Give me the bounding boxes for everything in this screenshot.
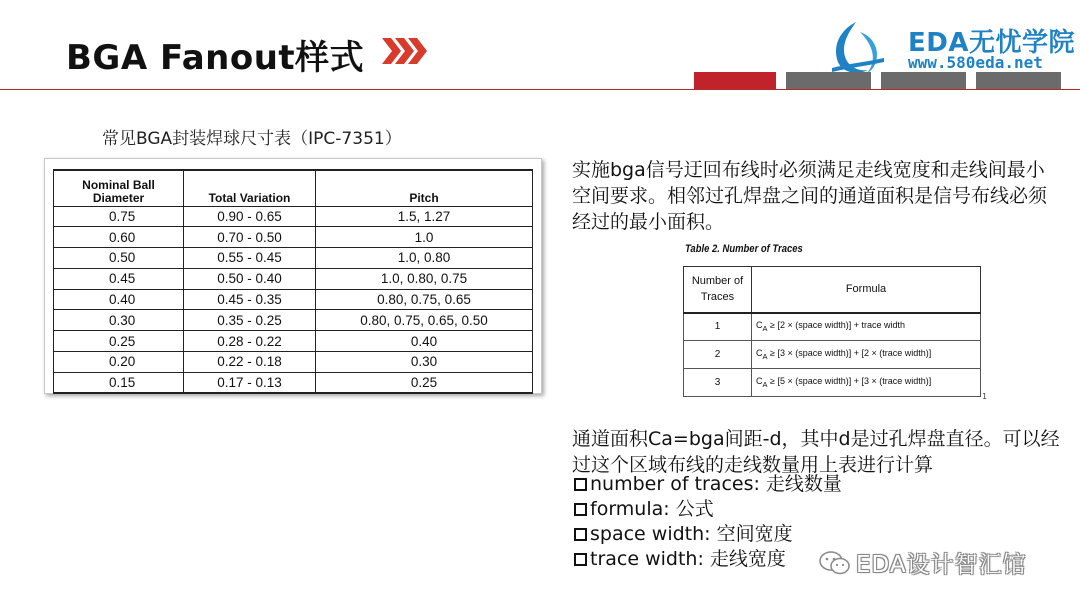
- list-item-text: space width: 空间宽度: [590, 523, 793, 545]
- list-item: [574, 472, 842, 497]
- glossary-list: [574, 472, 842, 572]
- column-header: Total Variation: [184, 170, 316, 206]
- logo-icon: [826, 18, 886, 78]
- list-item: [574, 547, 842, 572]
- formula-subscript: A: [762, 379, 768, 389]
- table-row: [54, 268, 533, 289]
- table-cell: 0.30: [54, 310, 184, 331]
- table-cell: 0.25: [54, 331, 184, 352]
- table-cell: 0.80, 0.75, 0.65: [316, 289, 533, 310]
- traces-table-figure: [680, 236, 988, 402]
- table-cell: 0.50: [54, 248, 184, 269]
- table-cell: 0.55 - 0.45: [184, 248, 316, 269]
- table-cell: 0.35 - 0.25: [184, 310, 316, 331]
- list-item: [574, 497, 842, 522]
- table-cell: 0.45 - 0.35: [184, 289, 316, 310]
- formula-expression: ≥ [3 × (space width)] + [2 × (trace width)]: [767, 348, 932, 359]
- formula-symbol: C: [756, 320, 763, 331]
- table-row: [54, 289, 533, 310]
- formula-cell: [752, 313, 981, 341]
- table-cell: 0.80, 0.75, 0.65, 0.50: [316, 310, 533, 331]
- table-cell: 1.0, 0.80: [316, 248, 533, 269]
- formula-symbol: C: [756, 348, 763, 359]
- table-cell: 0.90 - 0.65: [184, 206, 316, 227]
- table-row: [54, 248, 533, 269]
- chevron-right-icon: [382, 38, 428, 64]
- intro-paragraph: 实施bga信号迂回布线时必须满足走线宽度和走线间最小空间要求。相邻过孔焊盘之间的通道面积是信号布线必须经过的最小面积。: [572, 159, 1048, 233]
- table-row: [54, 227, 533, 248]
- table-cell: 0.15: [54, 372, 184, 393]
- logo-name: EDA无忧学院: [908, 28, 1075, 58]
- column-header: Pitch: [316, 170, 533, 206]
- table-cell: 0.25: [316, 372, 533, 393]
- square-bullet-icon: [574, 478, 587, 491]
- table-row: [684, 313, 981, 341]
- table-cell: 1: [684, 313, 752, 341]
- table-cell: 1.0, 0.80, 0.75: [316, 268, 533, 289]
- table-cell: 0.20: [54, 352, 184, 373]
- table-cell: 0.40: [54, 289, 184, 310]
- page-title: BGA Fanout样式: [66, 38, 365, 78]
- table-row: [54, 310, 533, 331]
- table-row: [684, 341, 981, 369]
- table-cell: 0.50 - 0.40: [184, 268, 316, 289]
- table-row: [684, 369, 981, 397]
- ball-table-card: [44, 158, 542, 394]
- traces-table-caption: Table 2. Number of Traces: [685, 243, 803, 255]
- list-item-text: number of traces: 走线数量: [590, 473, 842, 495]
- header-band-gray: [881, 72, 966, 89]
- formula-cell: [752, 369, 981, 397]
- table-cell: 0.28 - 0.22: [184, 331, 316, 352]
- table-cell: 2: [684, 341, 752, 369]
- table-cell: 1.5, 1.27: [316, 206, 533, 227]
- table-cell: 3: [684, 369, 752, 397]
- formula-cell: [752, 341, 981, 369]
- table-cell: 0.70 - 0.50: [184, 227, 316, 248]
- table-row: [54, 331, 533, 352]
- header-band-gray: [786, 72, 871, 89]
- formula-symbol: C: [756, 376, 763, 387]
- table-row: [54, 206, 533, 227]
- column-header: Number of Traces: [684, 267, 752, 313]
- traces-table: [683, 266, 981, 397]
- wechat-icon: [818, 550, 852, 576]
- table-cell: 0.60: [54, 227, 184, 248]
- table-cell: 0.75: [54, 206, 184, 227]
- header-divider: [0, 89, 1080, 90]
- square-bullet-icon: [574, 528, 587, 541]
- channel-area-paragraph: 通道面积Ca=bga间距-d，其中d是过孔焊盘直径。可以经过这个区域布线的走线数量用上表进行计算: [572, 428, 1060, 476]
- table-cell: 0.40: [316, 331, 533, 352]
- square-bullet-icon: [574, 503, 587, 516]
- table-cell: 0.17 - 0.13: [184, 372, 316, 393]
- ball-table-caption: 常见BGA封装焊球尺寸表（IPC-7351）: [102, 129, 402, 149]
- list-item-text: formula: 公式: [590, 498, 714, 520]
- list-item-text: trace width: 走线宽度: [590, 548, 786, 570]
- watermark: [818, 546, 1027, 579]
- column-header: Formula: [752, 267, 981, 313]
- table-cell: 0.30: [316, 352, 533, 373]
- list-item: [574, 522, 842, 547]
- ball-size-table: [53, 169, 533, 394]
- formula-subscript: A: [762, 351, 768, 361]
- table-cell: 0.22 - 0.18: [184, 352, 316, 373]
- square-bullet-icon: [574, 553, 587, 566]
- formula-expression: ≥ [5 × (space width)] + [3 × (trace width)]: [767, 376, 932, 387]
- logo-url: www.580eda.net: [908, 53, 1043, 72]
- header-band-gray: [976, 72, 1061, 89]
- header-band-red: [694, 72, 776, 89]
- table-row: [54, 372, 533, 393]
- table-cell: 0.45: [54, 268, 184, 289]
- traces-table-footnote: 1: [982, 392, 988, 401]
- column-header: Nominal Ball Diameter: [54, 170, 184, 206]
- formula-subscript: A: [762, 324, 768, 334]
- table-row: [54, 352, 533, 373]
- formula-expression: ≥ [2 × (space width)] + trace width: [767, 320, 906, 331]
- table-cell: 1.0: [316, 227, 533, 248]
- watermark-text: EDA设计智汇馆: [856, 552, 1027, 578]
